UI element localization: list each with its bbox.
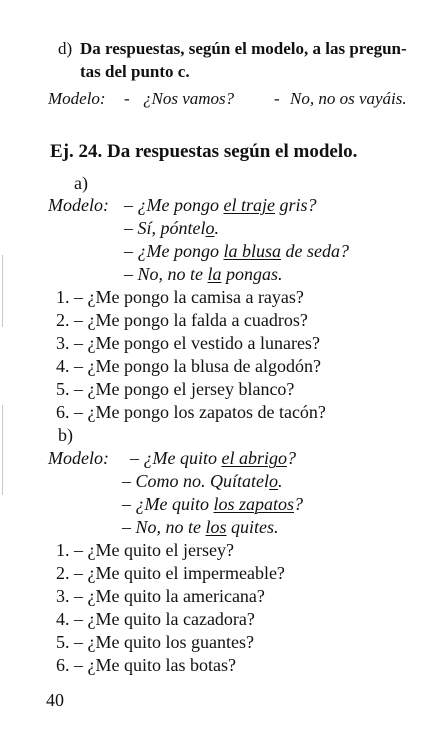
part-b-item: 1. – ¿Me quito el jersey? [56,540,234,560]
section-d-answer: No, no os vayáis. [290,89,407,108]
part-a-model-line-1: – ¿Me pongo el traje gris? [124,195,317,215]
section-d-model-label: Modelo: [48,89,106,108]
part-b-item: 3. – ¿Me quito la americana? [56,586,265,606]
part-b-model-line-3: – ¿Me quito los zapatos? [122,494,304,514]
part-a-item: 6. – ¿Me pongo los zapatos de tacón? [56,402,326,422]
part-a-model-line-2: – Sí, póntelo. [124,218,219,238]
part-a-letter: a) [74,173,88,193]
exercise-title: Ej. 24. Da respuestas según el modelo. [50,141,358,162]
section-d-instruction-line2: tas del punto c. [80,62,190,81]
part-a-item: 3. – ¿Me pongo el vestido a lunares? [56,333,320,353]
part-b-model-line-1: – ¿Me quito el abrigo? [130,448,296,468]
part-a-item: 2. – ¿Me pongo la falda a cuadros? [56,310,308,330]
part-a-item: 5. – ¿Me pongo el jersey blanco? [56,379,295,399]
page-number: 40 [46,690,64,710]
part-b-item: 2. – ¿Me quito el impermeable? [56,563,285,583]
part-b-item: 4. – ¿Me quito la cazadora? [56,609,255,629]
part-b-item: 6. – ¿Me quito las botas? [56,655,236,675]
part-a-model-line-3: – ¿Me pongo la blusa de seda? [124,241,349,261]
part-b-model-label: Modelo: [48,448,109,468]
scan-mark [2,255,3,327]
part-a-item: 1. – ¿Me pongo la camisa a rayas? [56,287,304,307]
section-d-question: ¿Nos vamos? [143,89,235,108]
part-b-model-line-2: – Como no. Quítatelo. [122,471,283,491]
part-a-item: 4. – ¿Me pongo la blusa de algodón? [56,356,321,376]
part-b-item: 5. – ¿Me quito los guantes? [56,632,254,652]
scan-mark [2,405,3,495]
section-d-instruction-line1: Da respuestas, según el modelo, a las pregun- [80,39,407,58]
part-a-model-label: Modelo: [48,195,109,215]
section-d-dash-2: - [274,89,280,108]
section-d-letter: d) [58,39,73,58]
section-d-dash-1: - [124,89,130,108]
part-b-model-line-4: – No, no te los quites. [122,517,279,537]
part-a-model-line-4: – No, no te la pongas. [124,264,283,284]
part-b-letter: b) [58,425,73,445]
